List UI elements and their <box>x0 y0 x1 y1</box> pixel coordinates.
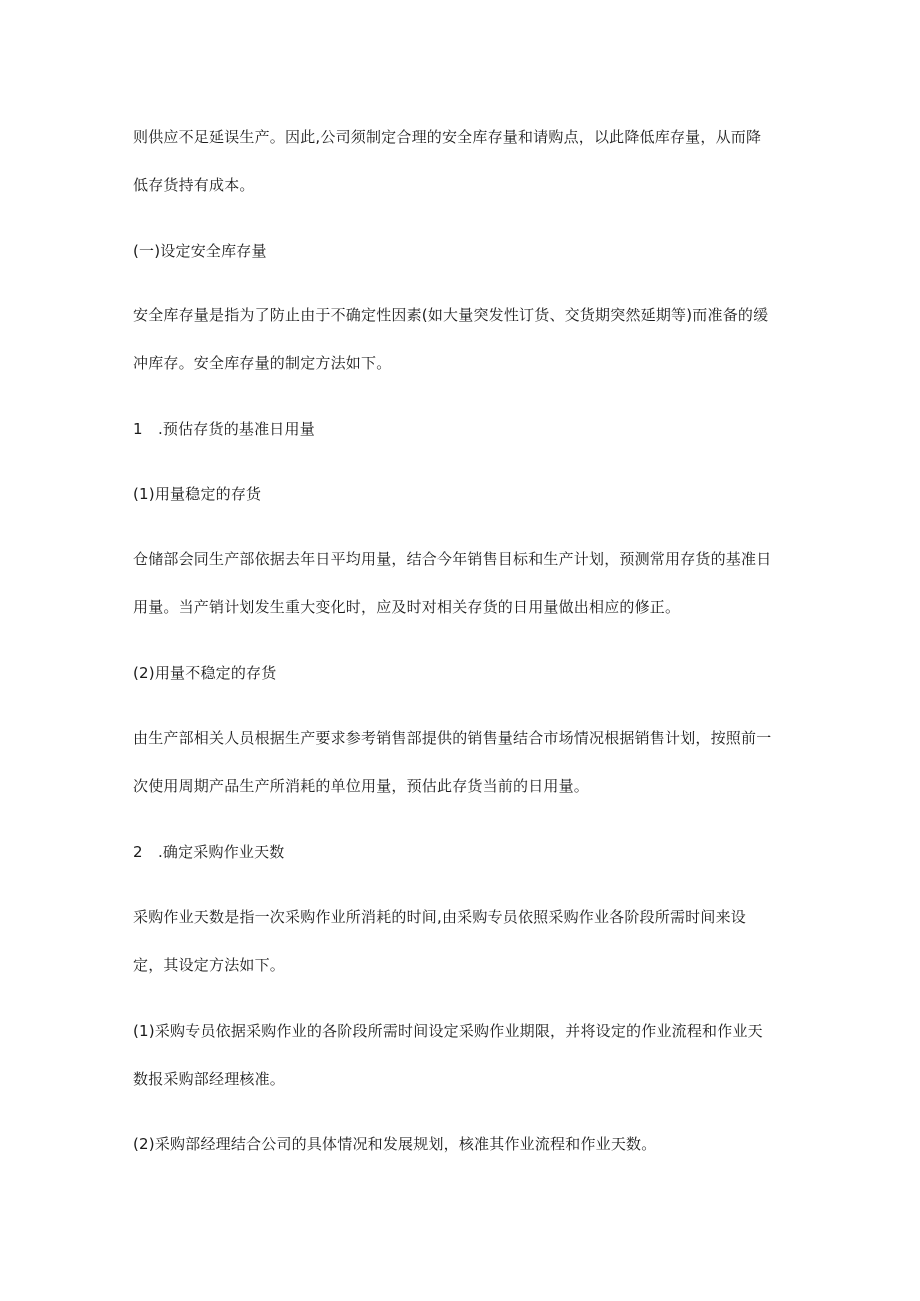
paragraph-line: 用量。当产销计划发生重大变化时，应及时对相关存货的日用量做出相应的修正。 <box>133 598 681 616</box>
paragraph-line: 数报采购部经理核准。 <box>133 1070 286 1088</box>
paragraph-line: 低存货持有成本。 <box>133 176 255 194</box>
subsection-heading: 1 .预估存货的基准日用量 <box>133 420 315 438</box>
item-heading: (1)用量稳定的存货 <box>133 485 262 503</box>
paragraph-line: 仓储部会同生产部依据去年日平均用量，结合今年销售目标和生产计划，预测常用存货的基准日 <box>133 550 772 568</box>
paragraph-line: 则供应不足延误生产。因此,公司须制定合理的安全库存量和请购点，以此降低库存量，从而降 <box>133 128 762 146</box>
section-heading: (一)设定安全库存量 <box>133 242 267 260</box>
paragraph-line: (2)采购部经理结合公司的具体情况和发展规划，核准其作业流程和作业天数。 <box>133 1135 657 1153</box>
paragraph-line: (1)采购专员依据采购作业的各阶段所需时间设定采购作业期限，并将设定的作业流程和作业天 <box>133 1022 763 1040</box>
paragraph-line: 次使用周期产品生产所消耗的单位用量，预估此存货当前的日用量。 <box>133 777 590 795</box>
subsection-heading: 2 .确定采购作业天数 <box>133 843 285 861</box>
paragraph-line: 采购作业天数是指一次采购作业所消耗的时间,由采购专员依照采购作业各阶段所需时间来设 <box>133 908 746 926</box>
paragraph-line: 安全库存量是指为了防止由于不确定性因素(如大量突发性订货、交货期突然延期等)而准备的缓 <box>133 306 769 324</box>
paragraph-line: 冲库存。安全库存量的制定方法如下。 <box>133 354 392 372</box>
item-heading: (2)用量不稳定的存货 <box>133 664 277 682</box>
paragraph-line: 定，其设定方法如下。 <box>133 956 286 974</box>
paragraph-line: 由生产部相关人员根据生产要求参考销售部提供的销售量结合市场情况根据销售计划，按照前一 <box>133 729 772 747</box>
